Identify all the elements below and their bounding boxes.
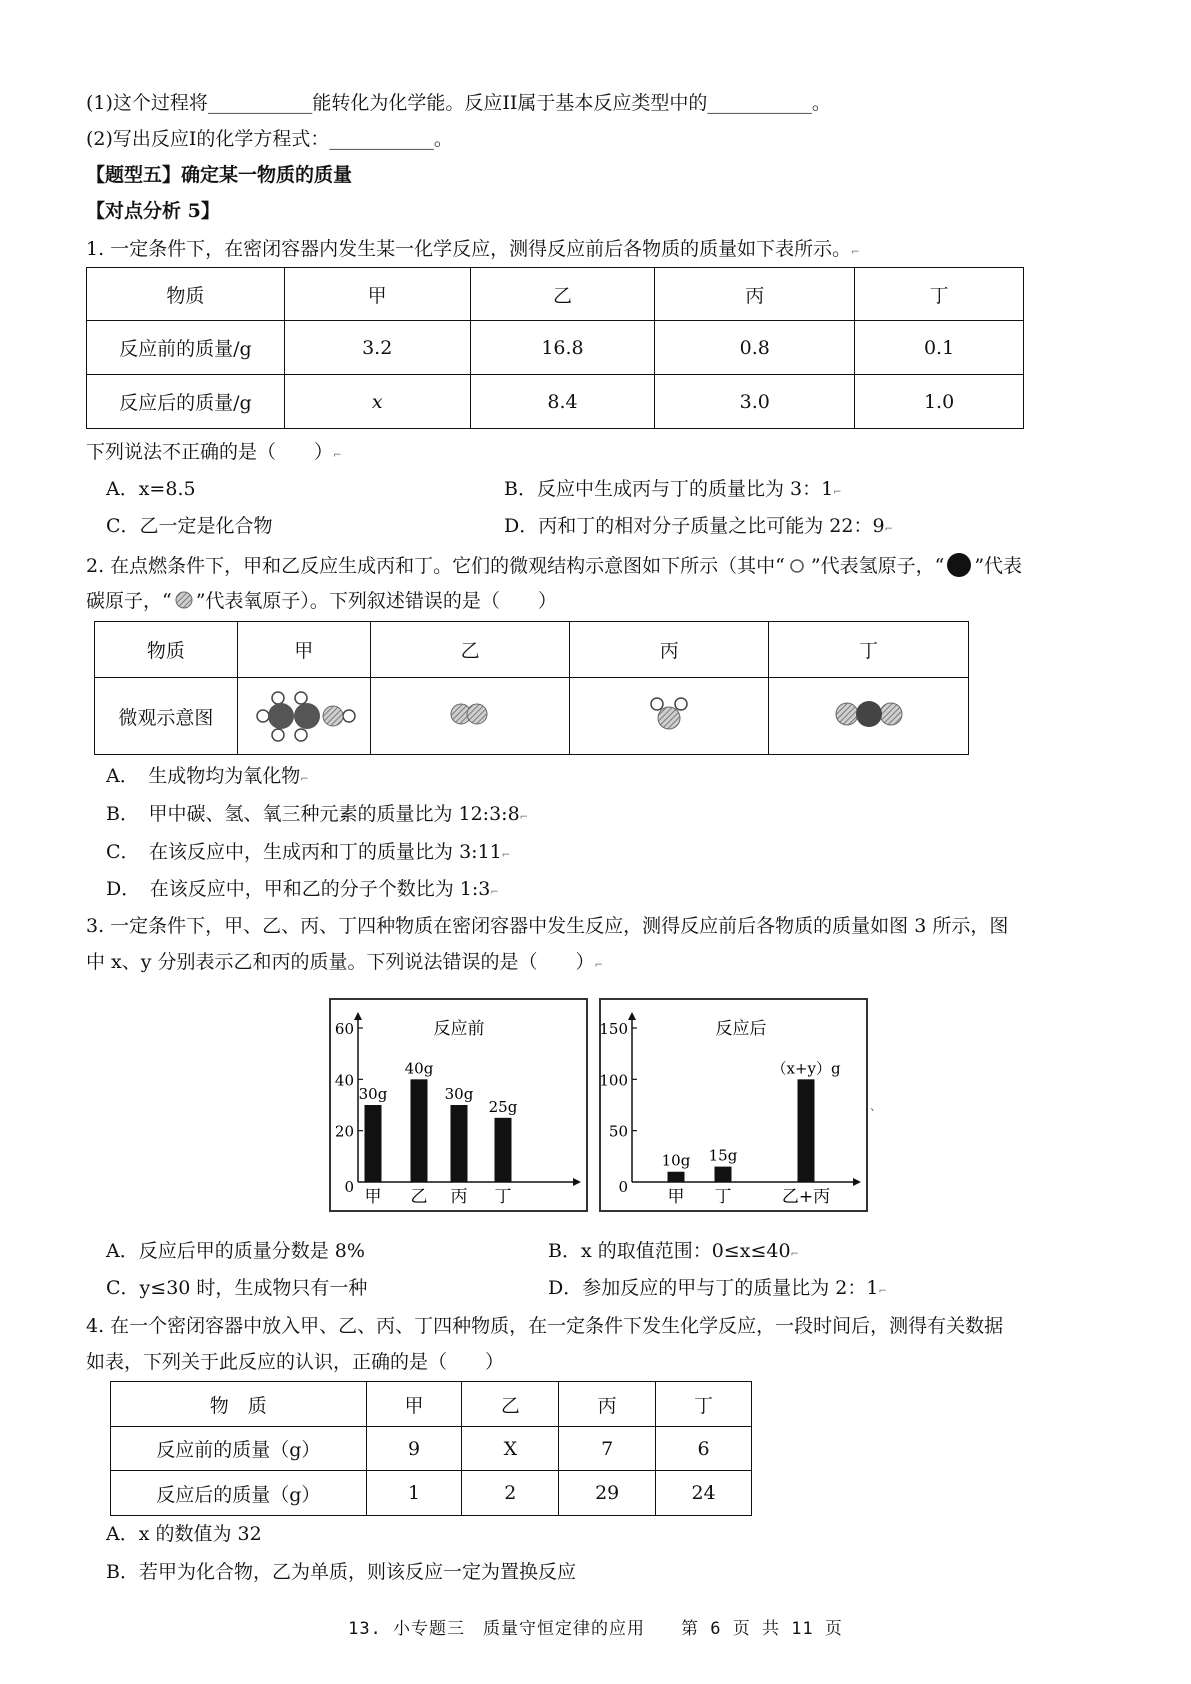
table-row: 反应后的质量/g x 8.4 3.0 1.0 bbox=[87, 375, 1024, 429]
category-label: 甲 bbox=[364, 1187, 382, 1207]
category-label: 丁 bbox=[494, 1187, 512, 1207]
q2-option-c: C． 在该反应中，生成丙和丁的质量比为 3:11⌐ bbox=[106, 841, 511, 863]
q3-option-a: A．反应后甲的质量分数是 8% bbox=[106, 1240, 365, 1262]
bar-乙+丙 bbox=[798, 1079, 815, 1182]
stray-mark: 、 bbox=[870, 1099, 883, 1113]
q3-stem-line2: 中 x、y 分别表示乙和丙的质量。下列说法错误的是（ ）⌐ bbox=[86, 951, 603, 973]
y-tick-label: 0 bbox=[344, 1178, 354, 1196]
q1-option-a: A．x=8.5 bbox=[106, 478, 196, 500]
section-heading: 【题型五】确定某一物质的质量 bbox=[86, 164, 353, 186]
category-label: 甲 bbox=[667, 1187, 685, 1207]
y-tick-label: 150 bbox=[601, 1020, 628, 1038]
data-label: 40g bbox=[404, 1059, 434, 1078]
chart-title: 反应前 bbox=[433, 1019, 485, 1039]
q2-table-header: 物质 甲 乙 丙 丁 bbox=[95, 622, 969, 678]
bar-甲 bbox=[668, 1172, 685, 1182]
q1-stem: 1. 一定条件下，在密闭容器内发生某一化学反应，测得反应前后各物质的质量如下表所示。⌐ bbox=[86, 238, 860, 260]
chart-after-plot bbox=[601, 1000, 866, 1210]
category-label: 乙+丙 bbox=[781, 1187, 831, 1207]
bar-乙 bbox=[411, 1079, 428, 1182]
y-tick-label: 100 bbox=[601, 1071, 628, 1090]
y-tick-label: 20 bbox=[334, 1122, 354, 1141]
carbon-atom-icon bbox=[944, 552, 974, 578]
table-row: 反应前的质量（g） 9 X 7 6 bbox=[111, 1427, 752, 1471]
q4-table bbox=[110, 1381, 752, 1516]
q1-prompt: 下列说法不正确的是（ ）⌐ bbox=[86, 441, 342, 463]
y-tick-label: 50 bbox=[608, 1122, 628, 1141]
water-molecule-icon bbox=[649, 696, 689, 732]
q4-stem-line2: 如表，下列关于此反应的认识，正确的是（ ） bbox=[86, 1351, 505, 1373]
chart-after bbox=[599, 998, 868, 1212]
q1-table bbox=[86, 267, 1024, 429]
x-axis-arrow bbox=[853, 1178, 861, 1186]
q2-stem-line2: 碳原子，“ ”代表氧原子）。下列叙述错误的是（ ） bbox=[86, 590, 557, 612]
q2-option-a: A． 生成物均为氧化物⌐ bbox=[106, 765, 309, 787]
q4-option-b: B．若甲为化合物，乙为单质，则该反应一定为置换反应 bbox=[106, 1561, 576, 1583]
carbon-dioxide-molecule-icon bbox=[834, 699, 904, 729]
x-axis-arrow bbox=[573, 1178, 581, 1186]
y-tick-label: 60 bbox=[334, 1020, 354, 1038]
question-part-2: (2)写出反应I的化学方程式：___________。 bbox=[86, 128, 453, 150]
category-label: 丙 bbox=[450, 1187, 468, 1207]
q1-option-d: D．丙和丁的相对分子质量之比可能为 22：9⌐ bbox=[504, 515, 893, 537]
oxygen-molecule-icon bbox=[448, 701, 492, 727]
y-tick-label: 0 bbox=[618, 1178, 628, 1196]
question-part-1: (1)这个过程将___________能转化为化学能。反应II属于基本反应类型中的___________。 bbox=[86, 92, 831, 114]
molecule-yi-diagram bbox=[370, 678, 570, 755]
y-axis-arrow bbox=[354, 1012, 362, 1020]
table-row: 反应后的质量（g） 1 2 29 24 bbox=[111, 1471, 752, 1516]
hydrogen-atom-icon bbox=[785, 558, 811, 574]
q2-option-b: B． 甲中碳、氢、氧三种元素的质量比为 12:3:8⌐ bbox=[106, 803, 529, 825]
data-label: 30g bbox=[444, 1085, 474, 1103]
q3-option-b: B．x 的取值范围：0≤x≤40⌐ bbox=[548, 1240, 799, 1262]
molecule-ding-diagram bbox=[769, 678, 969, 755]
q1-option-c: C．乙一定是化合物 bbox=[106, 515, 273, 537]
data-label: 25g bbox=[488, 1097, 518, 1116]
y-tick-label: 40 bbox=[334, 1071, 354, 1090]
page-footer: 13. 小专题三 质量守恒定律的应用 第 6 页 共 11 页 bbox=[348, 1619, 843, 1639]
q1-option-b: B．反应中生成丙与丁的质量比为 3：1⌐ bbox=[504, 478, 842, 500]
section-subheading: 【对点分析 5】 bbox=[86, 200, 220, 222]
q1-table-header: 物质 甲 乙 丙 丁 bbox=[87, 268, 1024, 321]
q2-table bbox=[94, 621, 969, 755]
data-label: 30g bbox=[358, 1085, 388, 1103]
category-label: 丁 bbox=[714, 1187, 732, 1207]
data-label: 15g bbox=[708, 1146, 738, 1165]
chart-before-plot bbox=[331, 1000, 586, 1210]
oxygen-atom-icon bbox=[172, 590, 196, 610]
q2-option-d: D． 在该反应中，甲和乙的分子个数比为 1:3⌐ bbox=[106, 878, 499, 900]
q4-stem-line1: 4. 在一个密闭容器中放入甲、乙、丙、丁四种物质，在一定条件下发生化学反应，一段时间后，测得有关数据 bbox=[86, 1315, 1004, 1337]
q4-option-a: A．x 的数值为 32 bbox=[106, 1523, 262, 1545]
q3-stem-line1: 3. 一定条件下，甲、乙、丙、丁四种物质在密闭容器中发生反应，测得反应前后各物质的质量如图 3 所示，图 bbox=[86, 915, 1009, 937]
q3-option-c: C．y≤30 时，生成物只有一种 bbox=[106, 1277, 368, 1299]
bar-丁 bbox=[715, 1167, 732, 1182]
data-label: 10g bbox=[661, 1151, 691, 1170]
category-label: 乙 bbox=[410, 1187, 428, 1207]
table-row: 微观示意图 bbox=[95, 678, 969, 755]
molecule-jia-diagram bbox=[237, 678, 370, 755]
bar-甲 bbox=[365, 1105, 382, 1182]
bar-丙 bbox=[451, 1105, 468, 1182]
chart-before bbox=[329, 998, 588, 1212]
bar-丁 bbox=[495, 1118, 512, 1182]
data-label: （x+y）g bbox=[771, 1059, 841, 1078]
chart-title: 反应后 bbox=[715, 1019, 767, 1039]
ethanol-molecule-icon bbox=[252, 685, 356, 743]
q4-table-header: 物 质 甲 乙 丙 丁 bbox=[111, 1382, 752, 1427]
molecule-bing-diagram bbox=[570, 678, 769, 755]
table-row: 反应前的质量/g 3.2 16.8 0.8 0.1 bbox=[87, 321, 1024, 375]
q2-stem-line1: 2. 在点燃条件下，甲和乙反应生成丙和丁。它们的微观结构示意图如下所示（其中“ ”代表氢原子，“ ”代表 bbox=[86, 552, 1022, 578]
q3-option-d: D．参加反应的甲与丁的质量比为 2：1⌐ bbox=[548, 1277, 887, 1299]
y-axis-arrow bbox=[628, 1012, 636, 1020]
